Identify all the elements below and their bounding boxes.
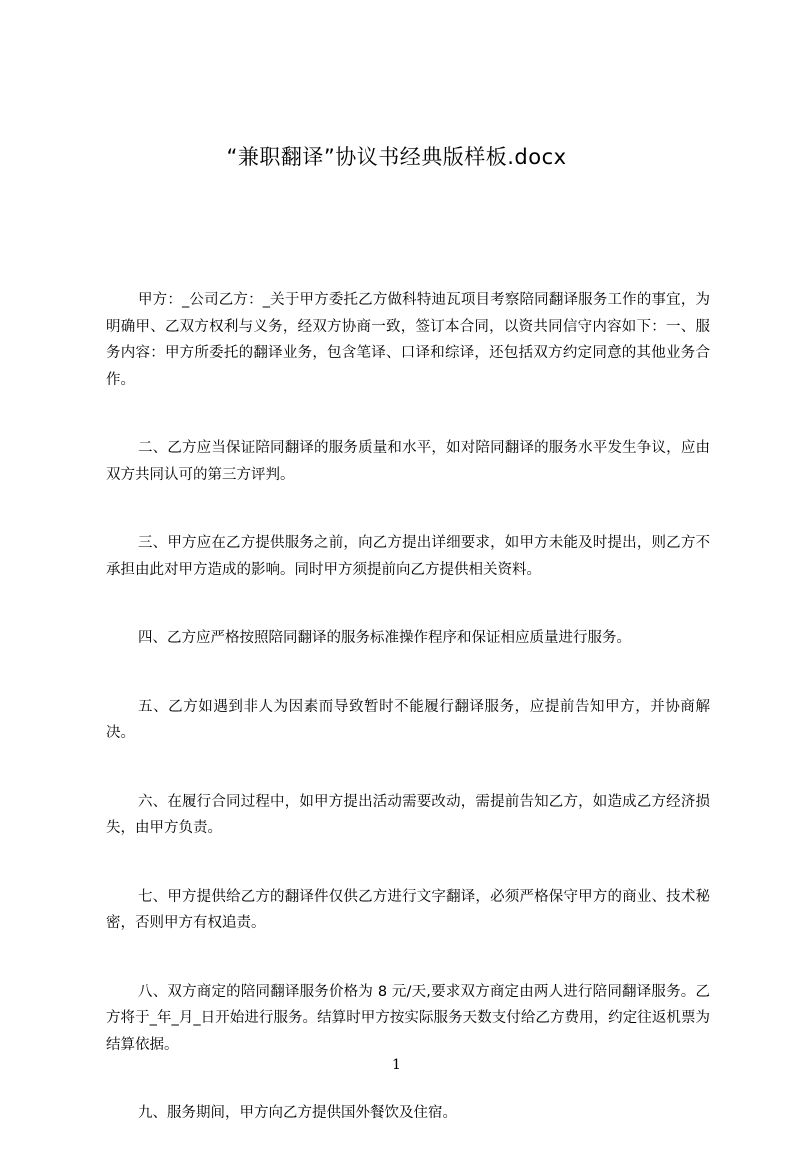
- document-body: [106, 287, 710, 1169]
- paragraph-clause-3: 三、甲方应在乙方提供服务之前，向乙方提出详细要求，如甲方未能及时提出，则乙方不承担由此对甲方造成的影响。同时甲方须提前向乙方提供相关资料。: [106, 535, 710, 578]
- paragraph-clause-8: 八、双方商定的陪同翻译服务价格为 8 元/天,要求双方商定由两人进行陪同翻译服务。乙方将于_年_月_日开始进行服务。结算时甲方按实际服务天数支付给乙方费用，约定往返机票为结算依据。: [106, 983, 710, 1053]
- paragraph-clause-7: 七、甲方提供给乙方的翻译件仅供乙方进行文字翻译，必须严格保守甲方的商业、技术秘密，否则甲方有权追责。: [106, 888, 710, 931]
- paragraph-clause-5: 五、乙方如遇到非人为因素而导致暂时不能履行翻译服务，应提前告知甲方，并协商解决。: [106, 698, 710, 741]
- paragraph-clause-9: 九、服务期间，甲方向乙方提供国外餐饮及住宿。: [138, 1105, 457, 1121]
- paragraph-clause-2: 二、乙方应当保证陪同翻译的服务质量和水平，如对陪同翻译的服务水平发生争议，应由双方共同认可的第三方评判。: [106, 440, 710, 483]
- paragraph-clause-6: 六、在履行合同过程中，如甲方提出活动需要改动，需提前告知乙方，如造成乙方经济损失，由甲方负责。: [106, 793, 710, 836]
- page-number: 1: [392, 1057, 401, 1073]
- paragraph-parties-and-services: 甲方：_公司乙方：_关于甲方委托乙方做科特迪瓦项目考察陪同翻译服务工作的事宜，为明确甲、乙双方权利与义务，经双方协商一致，签订本合同，以资共同信守内容如下：一、服务内容：甲方所委托的翻译业务，包含笔译、口译和综译，还包括双方约定同意的其他业务合作。: [106, 292, 710, 388]
- document-title: “兼职翻译”协议书经典版样板.docx: [226, 145, 567, 169]
- paragraph-clause-4: 四、乙方应严格按照陪同翻译的服务标准操作程序和保证相应质量进行服务。: [138, 630, 631, 646]
